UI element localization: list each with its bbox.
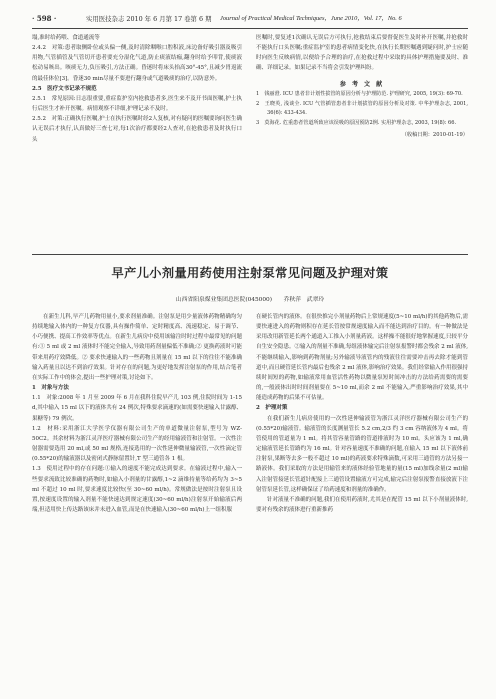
prev-article-left-column: [32, 33, 242, 145]
running-header: [32, 12, 472, 26]
paragraph: 在硬长管内的液体。在很快推完小剂量药物后上常规速度(5~10 ml/h)的其他药物后,需要快速进入的药物则积存在延长管按常规速度输入而不能达到治疗目的。有一种做法是采用改用新管延长两个通道入工推入小剂量药液。这样操不能很好地掌握速度,只较平分自生安全隐患。②输入的剂量不准确,每组液体输完后注射泵报警时都会残余 2 ml 液体,不能继续输入,影响到药物剂量;另外输液导液管内的残液往往需要冲击再去除才能到管道中,而且硬管延长管内最后也残余 2 ml 液体,影响治疗效果。我们经常输入作用很强持续时间短的药物,如输液常用血管活性药物以微量泵短时间冲击的方法给药需要的需要的,一般液体出时时间剂量要在 5~10 ml,而余 2 ml 不能输入,严重影响治疗效果,其中能造成药物的后果不可估量。: [256, 314, 468, 402]
article-title: 早产儿小剂量用药使用注射泵常见问题及护理对策: [111, 266, 389, 280]
journal-name-cn: 实用医技杂志 2010 年 6 月第 17 卷第 6 期: [86, 15, 212, 23]
article-authors: 山西省阳泉煤业集团总医院(045000) 乔秋萍 武翠玲: [175, 297, 325, 303]
paragraph: 2.4.2 对策:患者取侧卧位或头偏一侧,及时清除咽喉口腔积液,床边备好吸引器及吸引用物,气管插管及气管切开患者要充分湿化气道,防止痰液结痂,翻身时给予叩背,使痰液松动易咳出。咳痰无力,负压吸引,方法正确。昏迷时将床头抬高30°-45°,且减少胃返流的最佳体位[3]。昏迷30 min尽量不要进行翻身或气道吸痰的治疗,以防意外。: [32, 45, 242, 82]
paragraph: 在我们新生儿病房使用的一次性延伸输液管为浙江灵洋医疗器械有限公司生产的(0.55*20)输液管。输液管的长度测量管长 5.2 cm,2/3 约 3 cm 容纳液体为 4 ml。将管使用的管道量为 1 ml。将其管容量管路的管道排液时为 10 ml。头应该为 1 ml,确定输液管延长管路约为 16 ml。针对容量速度不准确的问题,在输入 15 ml 以下液体前注射泵,果断等去多一般不超过 10 ml)的药液要求特殊滴数,可采用三通管的方法另接一路液体。我们采取的方法是用输管来的液体经验管地量的量(15 ml)加线余量(2 ml)输入注射管接延长管道针配接上三通管设置输液方可完成,输完后注射泵报警直接放液下注射管泵延长管,这样确保证了给药速度和剂量的准确作。: [256, 415, 468, 493]
paragraph: 1.3 使用过程中的存在问题:①输入的速度不能完成达到要求。在输液过程中,输入一些要求流致比较准确的药物时,如输入小剂量的甘露醇,1~2 滴维持量等给药均为 3~5 ml 不超过 10 ml 时,要求速度比较快(至 30~60 ml/h)。常规做法是按时注射泵且设置,按速度设置的输入剂量不能快速达到规定速度(30~60 ml/h)注射泵开始输液后两端,但适用快上传达路该床并未进入血管,而是在快速输入(30~60 ml/h)上一组积服: [32, 466, 242, 513]
reference-item: 1 钱丽澄. ICU 患者非计划性拔管的原因分析与护理防范. 护理研究, 2005, 19(3): 69-70.: [256, 91, 463, 98]
article-right-column: [256, 312, 468, 515]
section-heading: 2 护理对策: [256, 405, 288, 412]
paragraph: 1.1 对象:2008 年 1 月至 2009 年 6 月在我科住院早产儿 103 例,住院时间为 1-15 d,其中输入 15 ml 以下的液体共有 24 例次,特殊要求滴速的(如需要快速输入甘露醇、果糖等) 79 例次。: [32, 395, 242, 422]
section-heading: 1 对象与方法: [32, 385, 69, 392]
paragraph: 2.5.2 对策:正确执行医嘱,护士在执行医嘱时经2人复核,对有疑问的医嘱要询问医生确认无误后才执行,认真做好三查七对,每1次治疗都要经2人查对,在抢救患者及时执行口头: [32, 116, 242, 143]
references: [256, 80, 468, 141]
paragraph: 在新生儿科,早产儿药物用量小,要求剂量准确。注射泵是用少量液体药物精确均匀持续地输入体内的一种复方仪器,具有操作简单、定时精度高、流速稳定、易于调节、小巧便携、提高工作效率等优点。在新生儿病房中使用该输注时时过程中最常见的问题有:① 5 ml 或 2 ml 液体时不能完全输入,导致用药剂量偏低不准确;② 更换药液时可能带来用药疗效降低。② 要求快速输入的一些药物且剂量在 15 ml 以下的往往不能准确输入药量且以达不到治疗效果。针对存在的问题,为更好地发挥注射泵的作用,结合笔者在实际工作中的体会,提出一些护理对策,讨论如下。: [32, 314, 242, 381]
reference-item: 3 莫海花. 危重患者管道所致应该误吸的原因预防2例. 实用护理杂志, 2003, 19(8): 66.: [256, 120, 457, 126]
received-date: （收稿日期：2010-01-19）: [401, 131, 468, 138]
page-number: · 598 ·: [32, 14, 57, 23]
article-separator-rule: [32, 254, 468, 255]
paragraph: 2.5.1 常见原因:日志很重要,重症监护室内抢救患者多,医生来不及开书面医嘱,护士执行后医生才补开医嘱。病情观察不详细,护理记录不及时。: [32, 95, 242, 113]
reference-item: 2 王晓英, 浅谈全. ICU 气管插管患者非计划拔管的原因分析及对策. 中华护理杂志, 2001, 36(6): 433-434.: [256, 100, 468, 117]
section-heading: 2.5 医疗文书记录不规范: [32, 85, 97, 92]
paragraph: 针对液量不准确的问题,我们在使用药液时,尤其是在配管 15 ml 以下小剂量液体时,要对有残余的液体进行重新推药: [256, 496, 468, 513]
article-left-column: [32, 312, 242, 515]
references-title: 参 考 文 献: [339, 80, 385, 88]
paragraph: 1.2 材料:采用浙江大学医学仪器有限公司生产的单道微量注射泵,型号为 WZ-50C2。其余材料为浙江灵洋医疗器械有限公司生产的经用输液管和注射管。一次性注射器需要选用 20 ml,或 50 ml 规格,连接选用的一次性延伸微量输液管,一次性滴定管(0.55*20)的输液器以及密闭式静脉留置针,T 型三通管各 1 根。: [32, 425, 242, 463]
header-rule: [32, 28, 468, 29]
journal-name-en: Journal of Practical Medical Techniques，June 2010，Vol. 17，No. 6: [220, 15, 402, 22]
prev-article-right-column: [256, 33, 468, 140]
paragraph: 塌,准时给药喂、食道通流等: [32, 35, 100, 41]
paragraph: 医嘱时,要复述1次确认无误后方可执行,抢救结束后要督促医生及时补开医嘱,并抢救时不能执行口头医嘱;重症监护室的患者病情变化快,在执行长期医嘱遇到疑问时,护士应随时向医生反映病情,以便给予合理的治疗,在抢救过程中采取的具体护理措施要及时、准确、详细记录。如果记录不当将会引发护理纠纷。: [256, 35, 468, 72]
